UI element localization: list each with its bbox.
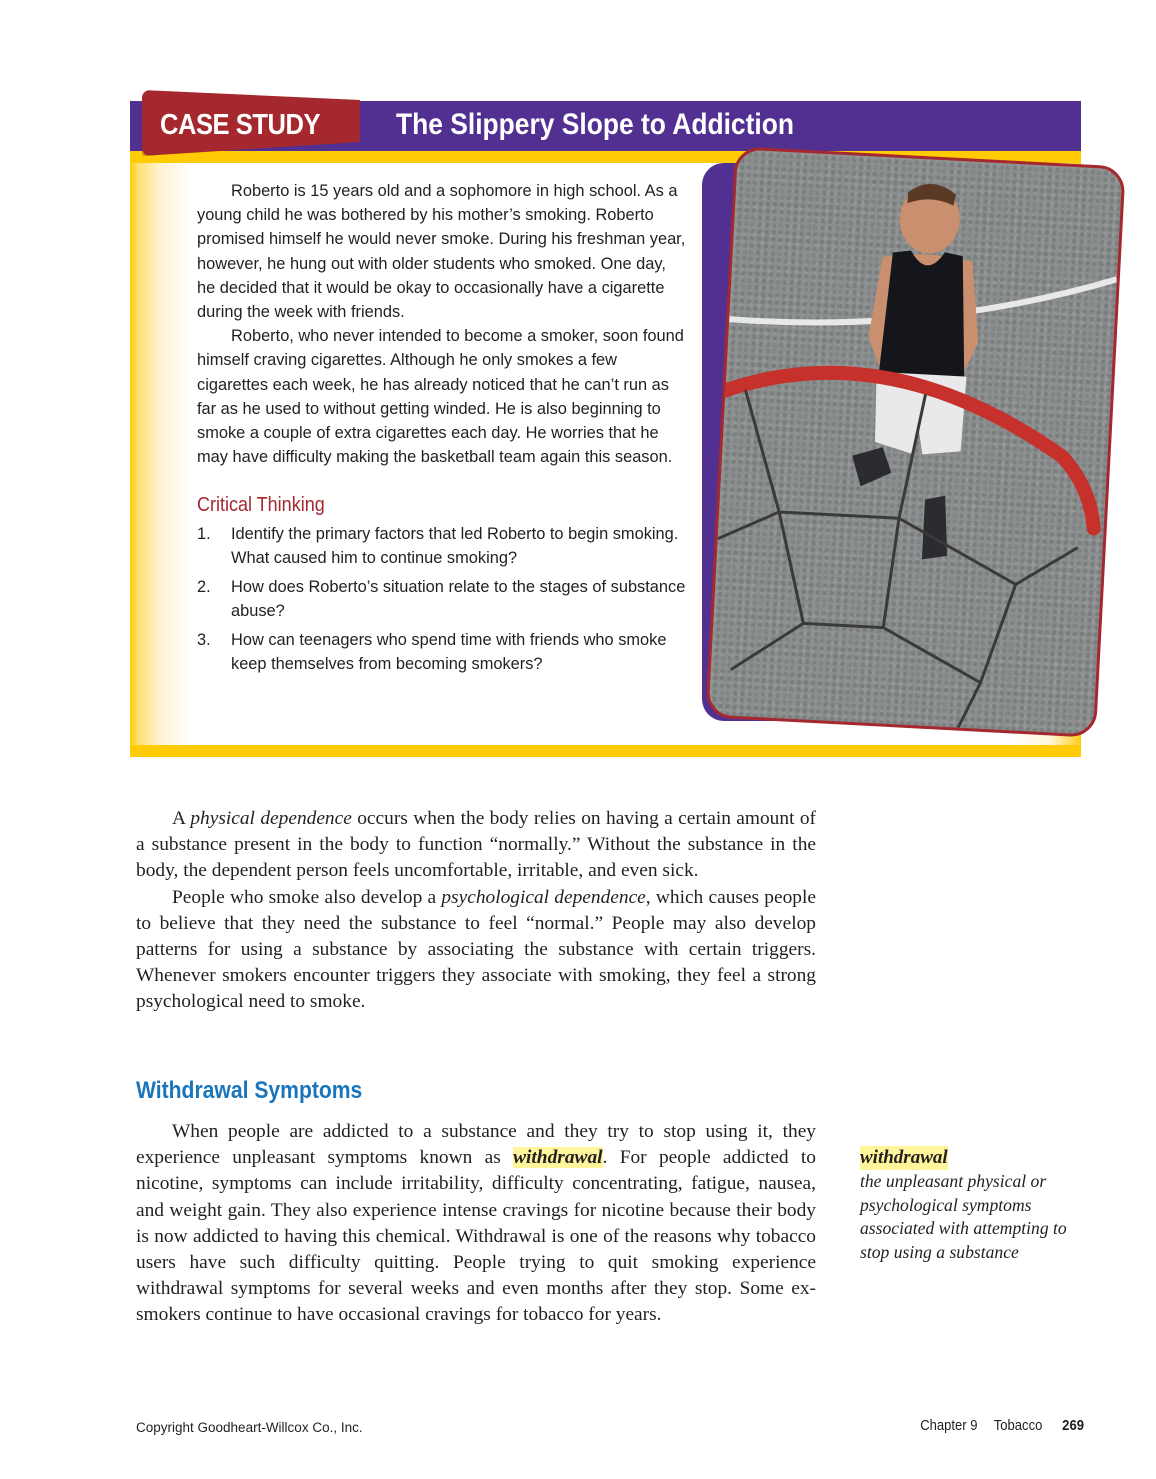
question-item [197, 575, 687, 623]
question-text: Identify the primary factors that led Roberto to begin smoking. What caused him to continue smoking? [231, 525, 679, 568]
player-tank-top [878, 249, 971, 391]
left-shoe [851, 446, 893, 488]
case-study-box [130, 101, 1081, 756]
critical-thinking-heading: Critical Thinking [197, 494, 325, 517]
page-number: 269 [1062, 1418, 1084, 1434]
text-run: A [172, 808, 191, 829]
right-shoe [922, 495, 950, 561]
text-run: People who smoke also develop a [172, 886, 442, 908]
page-footer-info [908, 1418, 1084, 1434]
question-number: 2. [197, 578, 211, 597]
paragraph-withdrawal [136, 1119, 816, 1329]
question-text: How does Roberto’s situation relate to the stages of substance abuse? [231, 578, 686, 621]
paragraph-physical-dependence [136, 806, 816, 885]
question-item [197, 522, 687, 570]
margin-glossary [860, 1146, 1100, 1264]
question-number: 1. [197, 525, 211, 544]
text-run: , which causes people to believe that they need the substance to feel “normal.” People may also develop patterns for using a substance by associating the substance with certain triggers. Whenever smokers encounter triggers they associate with smoking, they feel a strong psychological need to smoke. [136, 886, 816, 1013]
question-number: 3. [197, 631, 211, 650]
text-run: occurs when the body relies on having a certain amount of a substance present in the body to function “normally.” Without the substance in the body, the dependent person feels uncomfortable, irritable, and even sick. [136, 808, 816, 882]
case-study-tag-label: CASE STUDY [160, 109, 321, 141]
case-study-paragraph: Roberto, who never intended to become a smoker, soon found himself craving cigarettes. Although he only smokes a few cigarettes each week, he has already noticed that he can’t run as far as he used to without getting winded. He is also beginning to smoke a couple of extra cigarettes each day. He worries that he may have difficulty making the basketball team again this season. [197, 327, 684, 467]
body-text-dependence [136, 806, 816, 1016]
chapter-title: Tobacco [993, 1418, 1043, 1434]
basketball-photo-illustration [708, 149, 1122, 734]
body-text-withdrawal [136, 1119, 816, 1329]
case-study-photo [705, 146, 1125, 738]
case-study-title: The Slippery Slope to Addiction [396, 108, 794, 141]
section-heading-withdrawal: Withdrawal Symptoms [136, 1077, 363, 1104]
footer-accent-strip [130, 745, 1081, 757]
question-text: How can teenagers who spend time with friends who smoke keep themselves from becoming smokers? [231, 631, 667, 674]
text-run: When people are addicted to a substance and they try to stop using it, they experience unpleasant symptoms known as [136, 1121, 816, 1169]
paragraph-psychological-dependence [136, 885, 816, 1016]
text-run: . For people addicted to nicotine, symptoms can include irritability, difficulty concentrating, fatigue, nausea, and weight gain. They also experience intense cravings for nicotine because their body is now addicted to having this chemical. Withdrawal is one of the reasons why tobacco users have such difficulty quitting. People trying to quit smoking experience withdrawal symptoms for several weeks and even months after they stop. Some ex-smokers continue to have occasional cravings for tobacco for years. [136, 1147, 817, 1326]
case-study-paragraph: Roberto is 15 years old and a sophomore in high school. As a young child he was bothered by his mother’s smoking. Roberto promised himself he would never smoke. During his freshman year, however, he hung out with older students who smoked. One day, he decided that it would be okay to occasionally have a cigarette during the week with friends. [197, 182, 686, 322]
glossary-definition: the unpleasant physical or psychological symptoms associated with attempting to stop using a substance [860, 1171, 1067, 1262]
copyright-notice: Copyright Goodheart-Willcox Co., Inc. [136, 1420, 363, 1435]
chapter-label: Chapter 9 [920, 1418, 978, 1434]
term-psychological-dependence: psychological dependence [441, 886, 646, 908]
question-item [197, 628, 687, 676]
term-withdrawal-highlight[interactable]: withdrawal [513, 1147, 603, 1169]
critical-thinking-questions [197, 522, 687, 676]
case-study-text [197, 179, 687, 681]
term-physical-dependence: physical dependence [190, 808, 352, 829]
glossary-term: withdrawal [860, 1147, 948, 1168]
